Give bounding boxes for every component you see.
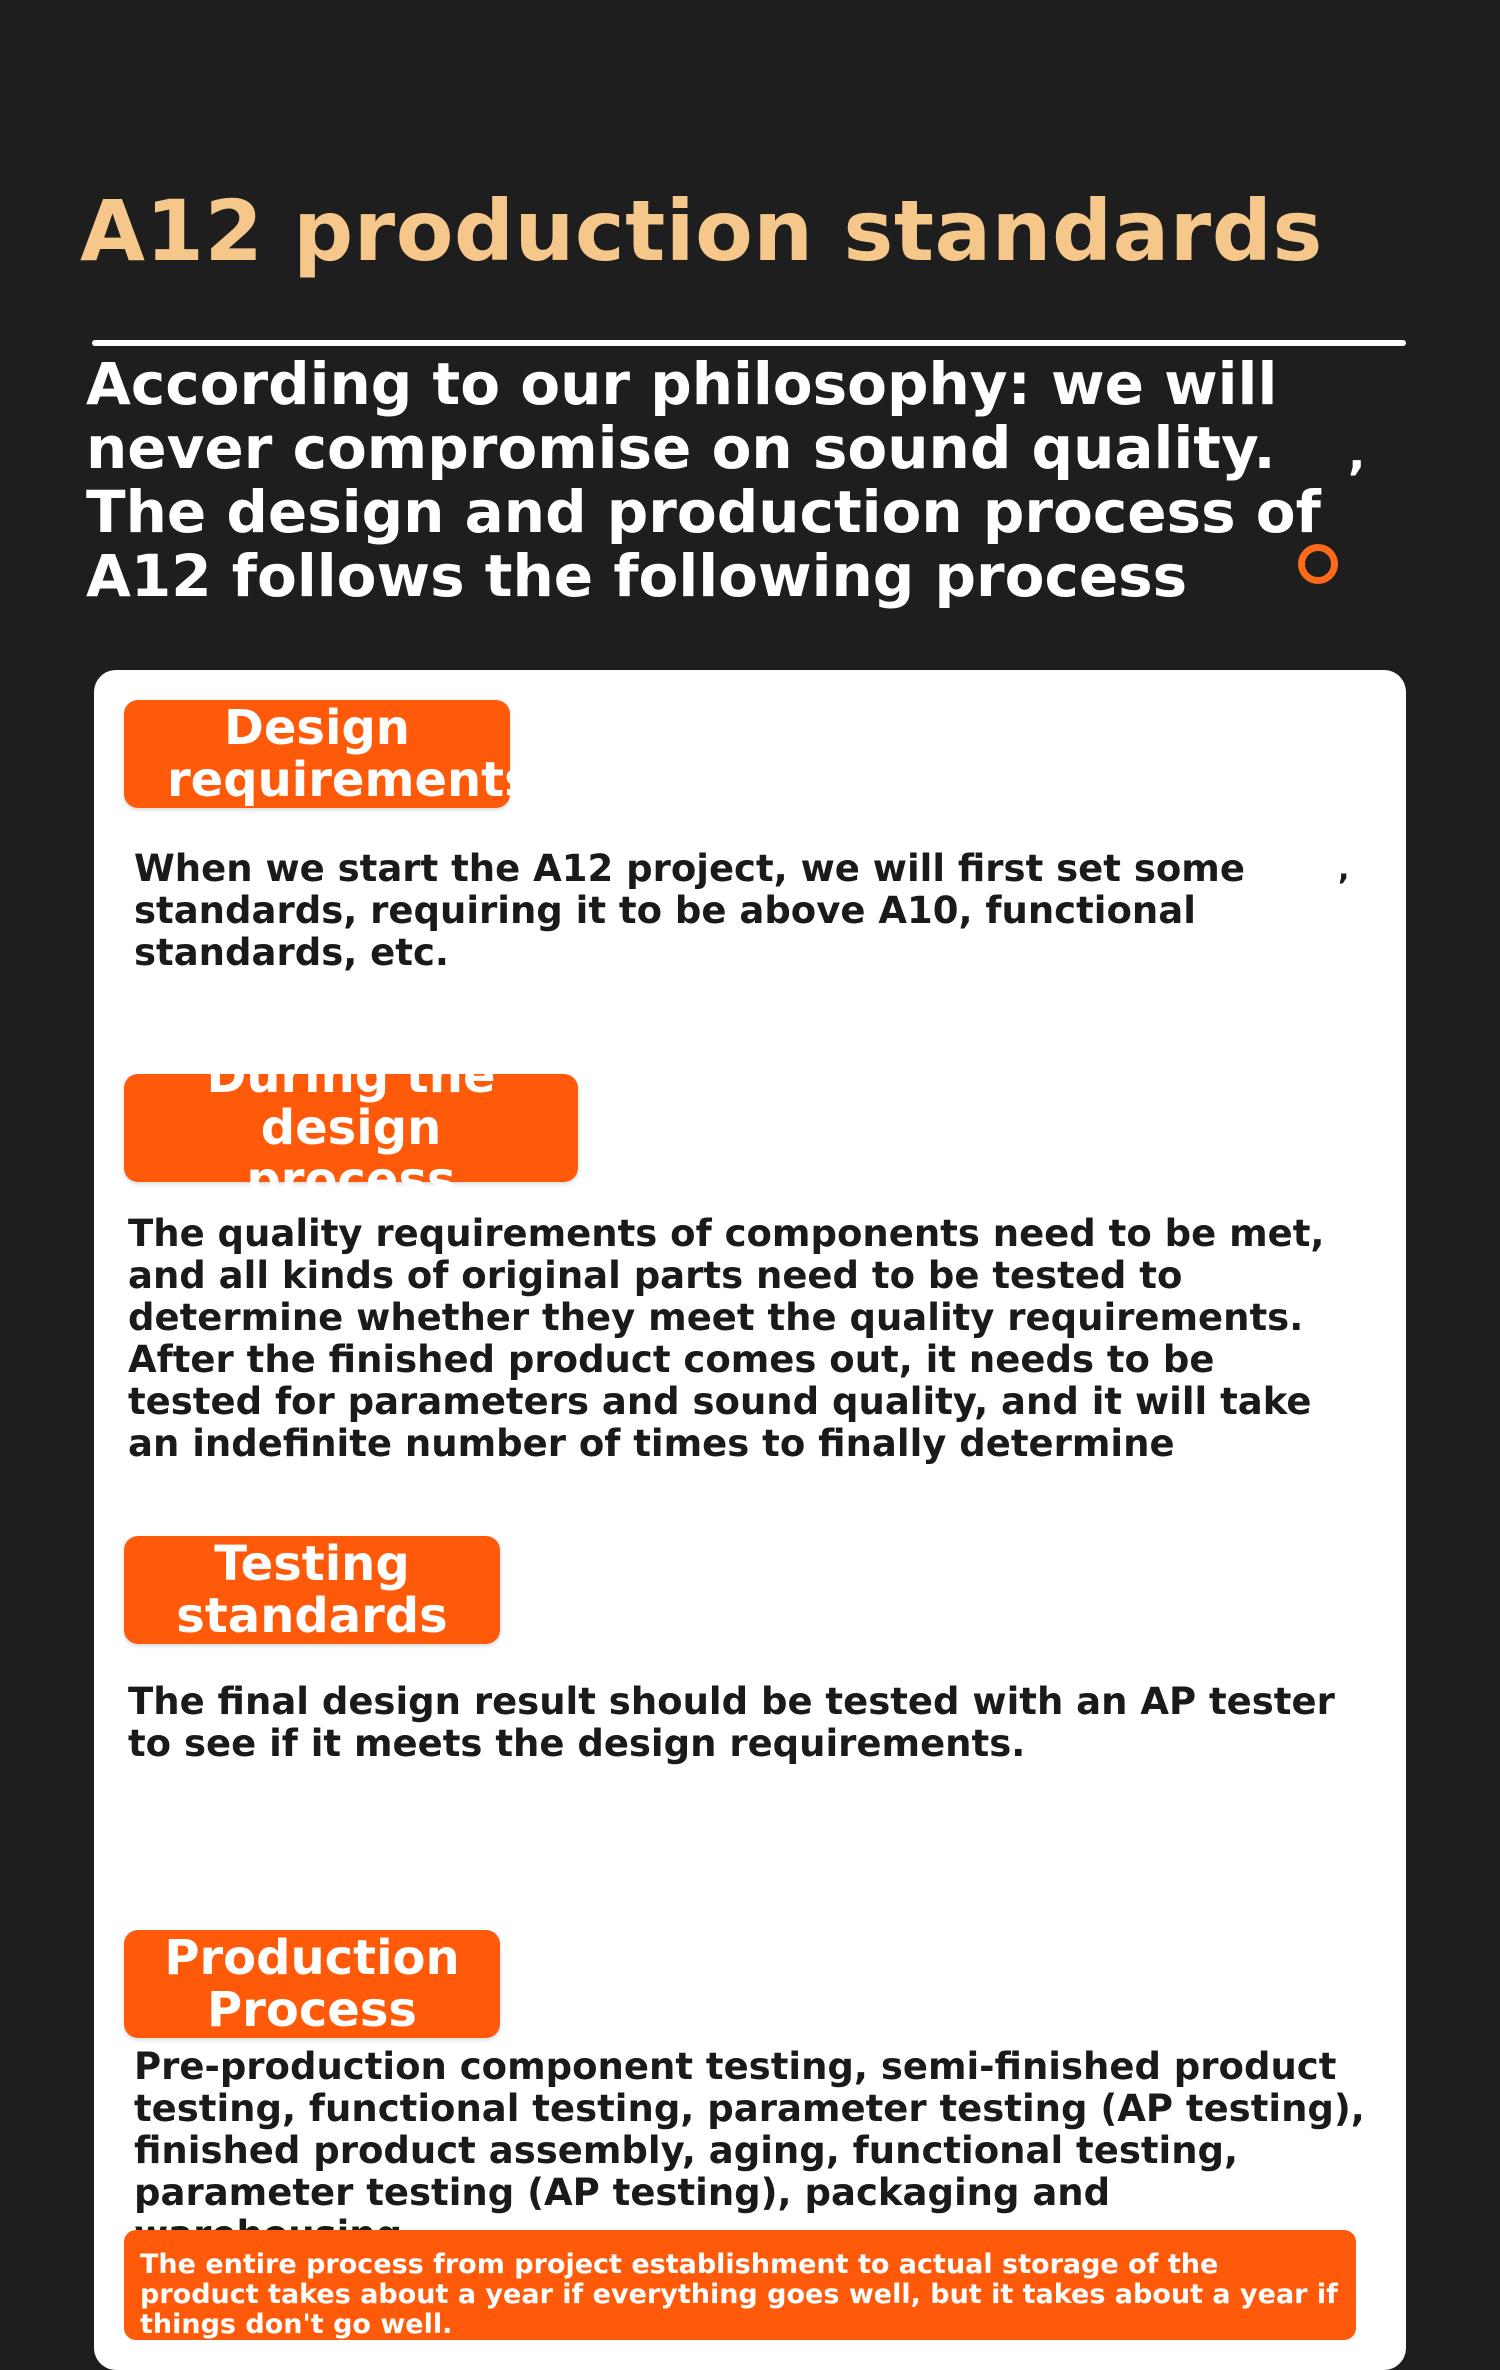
intro-text: [86, 352, 1366, 608]
badge-testing-standards: [124, 1536, 500, 1644]
title-divider: [92, 340, 1406, 346]
section-text-design-requirements: When we start the A12 project, we will first set some standards, requiring it to be above A10, functional standards, etc.: [134, 847, 1245, 974]
section-text-design-process: The quality requirements of components need to be met, and all kinds of original parts need to be tested to determine whether they meet the quality requirements. After the finished product comes out, it needs to be tested for parameters and sound quality, and it will take an indefinite number of times to finally determine: [128, 1212, 1325, 1465]
badge-design-requirements: [124, 700, 552, 808]
intro-line-process: The design and production process of A12 follows the following process: [86, 478, 1321, 610]
badge-design-process: [124, 1048, 578, 1208]
badge-production-process: [124, 1930, 500, 2038]
section-text-production-process: Pre-production component testing, semi-finished product testing, functional testing, parameter testing (AP testing), finished product assembly, aging, functional testing, parameter testing (AP testing), packaging and: [134, 2045, 1365, 2214]
badge-label: Production Process: [164, 1930, 460, 2038]
badge-label: During the design process: [206, 1048, 496, 1208]
badge-label: Design requirements:: [167, 700, 552, 808]
summary-text: The entire process from project establishment to actual storage of the product takes about a year if everything goes well, but it takes about a year if things don't go well.: [140, 2249, 1338, 2340]
section-text-testing-standards: The final design result should be tested with an AP tester to see if it meets the design requirements.: [128, 1680, 1335, 1765]
decorative-mark-small: ,: [1338, 852, 1350, 887]
summary-banner: [124, 2230, 1356, 2340]
badge-label: Testing standards: [176, 1536, 448, 1644]
intro-line-philosophy: According to our philosophy: we will never compromise on sound quality.: [86, 350, 1278, 482]
page-title: A12 production standards: [80, 182, 1323, 280]
decorative-mark: ,: [1348, 426, 1366, 480]
ring-icon: [1298, 544, 1338, 584]
